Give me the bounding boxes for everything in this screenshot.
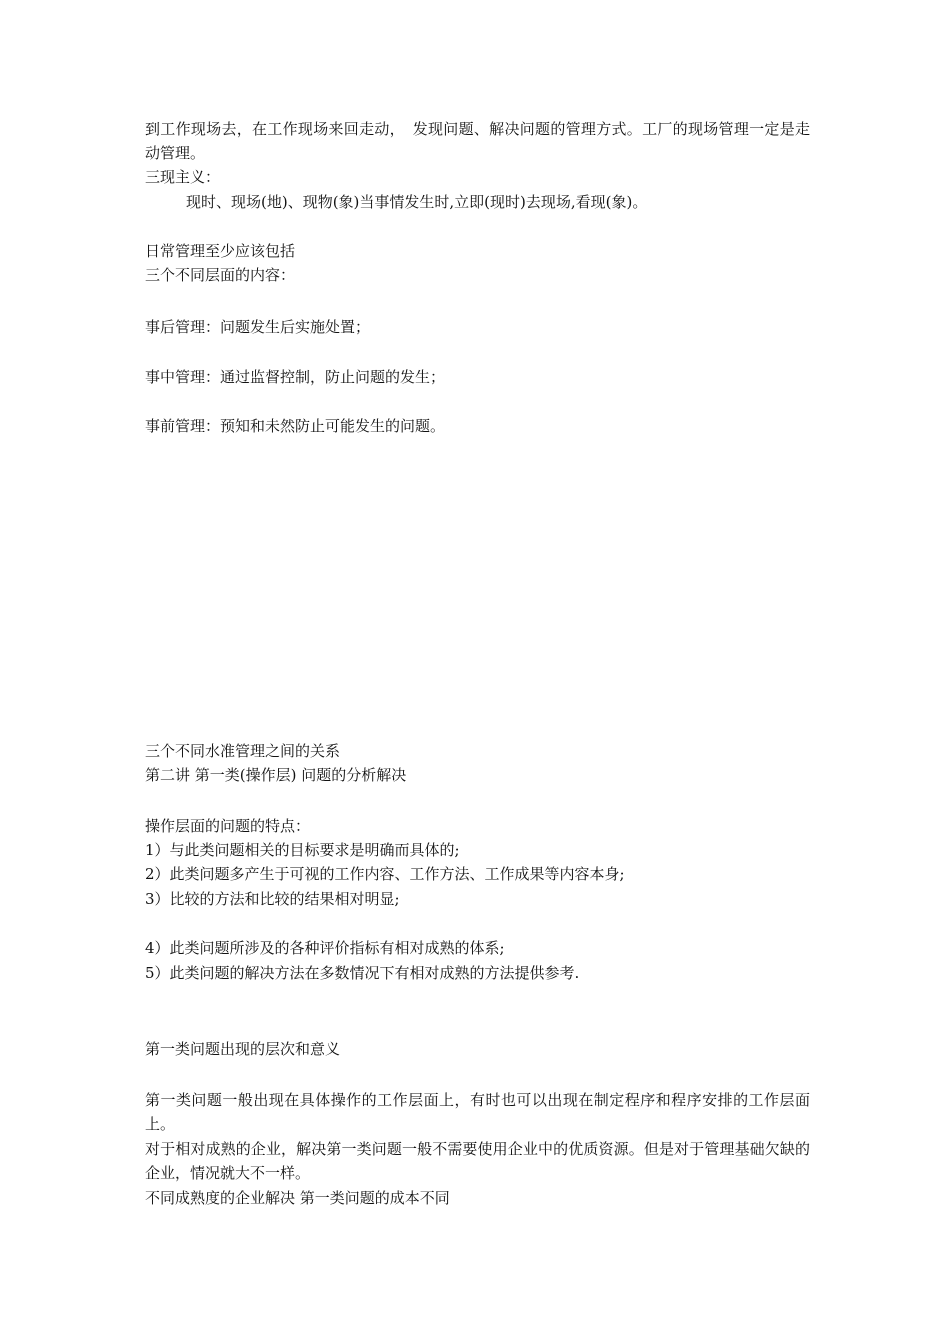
list-item: 2）此类问题多产生于可视的工作内容、工作方法、工作成果等内容本身; xyxy=(145,865,625,883)
paragraph-daily-management: 日常管理至少应该包括 xyxy=(145,242,296,260)
paragraph-three-levels: 三个不同层面的内容： xyxy=(145,266,296,284)
list-item: 1）与此类问题相关的目标要求是明确而具体的; xyxy=(145,841,460,859)
paragraph-mid-management: 事中管理：通过监督控制，防止问题的发生； xyxy=(145,368,446,386)
paragraph-cost-difference: 不同成熟度的企业解决 第一类问题的成本不同 xyxy=(145,1189,450,1207)
paragraph-features-heading: 操作层面的问题的特点： xyxy=(145,817,311,835)
paragraph-level-description: 第一类问题一般出现在具体操作的工作层面上，有时也可以出现在制定程序和程序安排的工作层面上。 xyxy=(145,1091,810,1133)
list-item: 5）此类问题的解决方法在多数情况下有相对成熟的方法提供参考. xyxy=(145,964,580,982)
paragraph-three-actuals-definition: 现时、现场(地)、现物(象)当事情发生时,立即(现时)去现场,看现(象)。 xyxy=(186,193,648,211)
paragraph-walk-management: 到工作现场去，在工作现场来回走动， 发现问题、解决问题的管理方式。工厂的现场管理一定是走动管理。 xyxy=(145,120,810,162)
list-item: 3）比较的方法和比较的结果相对明显; xyxy=(145,890,400,908)
paragraph-mature-enterprise: 对于相对成熟的企业，解决第一类问题一般不需要使用企业中的优质资源。但是对于管理基础欠缺的企业，情况就大不一样。 xyxy=(145,1140,810,1182)
section-heading-level-meaning: 第一类问题出现的层次和意义 xyxy=(145,1040,341,1058)
lecture-title: 第二讲 第一类(操作层) 问题的分析解决 xyxy=(145,766,407,784)
heading-three-actuals: 三现主义： xyxy=(145,168,221,186)
paragraph-relationship: 三个不同水准管理之间的关系 xyxy=(145,742,341,760)
paragraph-pre-management: 事前管理：预知和未然防止可能发生的问题。 xyxy=(145,417,446,435)
list-item: 4）此类问题所涉及的各种评价指标有相对成熟的体系; xyxy=(145,939,505,957)
paragraph-post-management: 事后管理：问题发生后实施处置； xyxy=(145,318,371,336)
